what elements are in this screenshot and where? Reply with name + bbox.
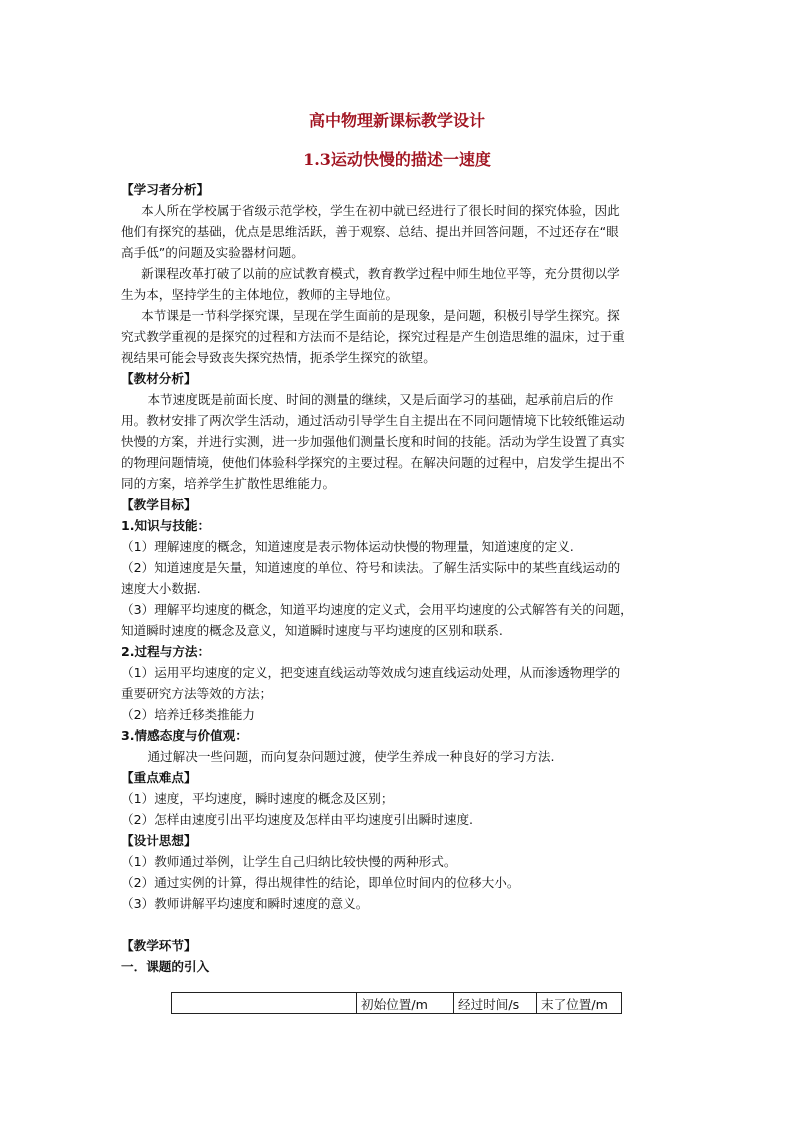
section-heading-steps: 【教学环节】 [121, 938, 197, 953]
section-heading-learner: 【学习者分析】 [121, 182, 210, 197]
paragraph-line: 本节课是一节科学探究课，呈现在学生面前的是现象，是问题，积极引导学生探究。探 [141, 308, 620, 323]
paragraph-line: 同的方案，培养学生扩散性思维能力。 [121, 476, 336, 491]
data-table [171, 992, 622, 1014]
paragraph-line: 本节速度既是前面长度、时间的测量的继续，又是后面学习的基础，起承前启后的作 [147, 392, 614, 407]
paragraph-line: 究式教学重视的是探究的过程和方法而不是结论，探究过程是产生创造思维的温床，过于重 [121, 329, 625, 344]
table-cell [172, 993, 357, 1014]
list-item: （1）速度，平均速度，瞬时速度的概念及区别； [121, 791, 394, 806]
subheading-intro: 一．课题的引入 [121, 959, 210, 974]
list-item-continuation: 知道瞬时速度的概念及意义，知道瞬时速度与平均速度的区别和联系. [121, 623, 503, 638]
list-item-continuation: 重要研究方法等效的方法； [121, 686, 273, 701]
table-cell: 经过时间/s [454, 993, 537, 1014]
paragraph-line: 通过解决一些问题，而向复杂问题过渡，使学生养成一种良好的学习方法. [147, 749, 555, 764]
paragraph-line: 生为本，坚持学生的主体地位，教师的主导地位。 [121, 287, 399, 302]
document-title: 高中物理新课标教学设计 [308, 111, 485, 130]
section-heading-keypoints: 【重点难点】 [121, 770, 197, 785]
spacer [121, 914, 677, 935]
document-body [121, 179, 677, 977]
paragraph-line: 用。教材安排了两次学生活动，通过活动引导学生自主提出在不同问题情境下比较纸锥运动 [121, 413, 625, 428]
list-item-continuation: 速度大小数据. [121, 581, 201, 596]
list-item: （2）怎样由速度引出平均速度及怎样由平均速度引出瞬时速度. [121, 812, 474, 827]
lesson-title: 1.3运动快慢的描述一速度 [303, 150, 491, 169]
list-item: （3）教师讲解平均速度和瞬时速度的意义。 [121, 896, 369, 911]
subheading-knowledge: 1.知识与技能： [121, 518, 211, 533]
paragraph-line: 视结果可能会导致丧失探究热情，扼杀学生探究的欲望。 [121, 350, 436, 365]
section-heading-material: 【教材分析】 [121, 371, 197, 386]
paragraph-line: 的物理问题情境，使他们体验科学探究的主要过程。在解决问题的过程中，启发学生提出不 [121, 455, 625, 470]
paragraph-line: 本人所在学校属于省级示范学校，学生在初中就已经进行了很长时间的探究体验，因此 [141, 203, 620, 218]
list-item: （2）培养迁移类推能力 [121, 707, 255, 722]
paragraph-line: 他们有探究的基础，优点是思维活跃，善于观察、总结、提出并回答问题，不过还存在“眼 [121, 224, 619, 239]
table-cell: 末了位置/m [537, 993, 622, 1014]
subheading-attitude: 3.情感态度与价值观： [121, 728, 248, 743]
list-item: （2）知道速度是矢量，知道速度的单位、符号和读法。了解生活实际中的某些直线运动的 [121, 560, 621, 575]
list-item: （3）理解平均速度的概念，知道平均速度的定义式，会用平均速度的公式解答有关的问题， [121, 602, 633, 617]
list-item: （2）通过实例的计算，得出规律性的结论，即单位时间内的位移大小。 [121, 875, 520, 890]
list-item: （1）运用平均速度的定义，把变速直线运动等效成匀速直线运动处理，从而渗透物理学的 [121, 665, 621, 680]
list-item: （1）教师通过举例，让学生自己归纳比较快慢的两种形式。 [121, 854, 457, 869]
table-row [172, 993, 622, 1014]
subheading-process: 2.过程与方法： [121, 644, 211, 659]
list-item: （1）理解速度的概念，知道速度是表示物体运动快慢的物理量，知道速度的定义. [121, 539, 574, 554]
paragraph-line: 高手低”的问题及实验器材问题。 [121, 245, 304, 260]
table-cell: 初始位置/m [357, 993, 454, 1014]
paragraph-line: 快慢的方案，并进行实测，进一步加强他们测量长度和时间的技能。活动为学生设置了真实 [121, 434, 625, 449]
paragraph-line: 新课程改革打破了以前的应试教育模式，教育教学过程中师生地位平等，充分贯彻以学 [141, 266, 620, 281]
section-heading-goals: 【教学目标】 [121, 497, 197, 512]
section-heading-design: 【设计思想】 [121, 833, 197, 848]
